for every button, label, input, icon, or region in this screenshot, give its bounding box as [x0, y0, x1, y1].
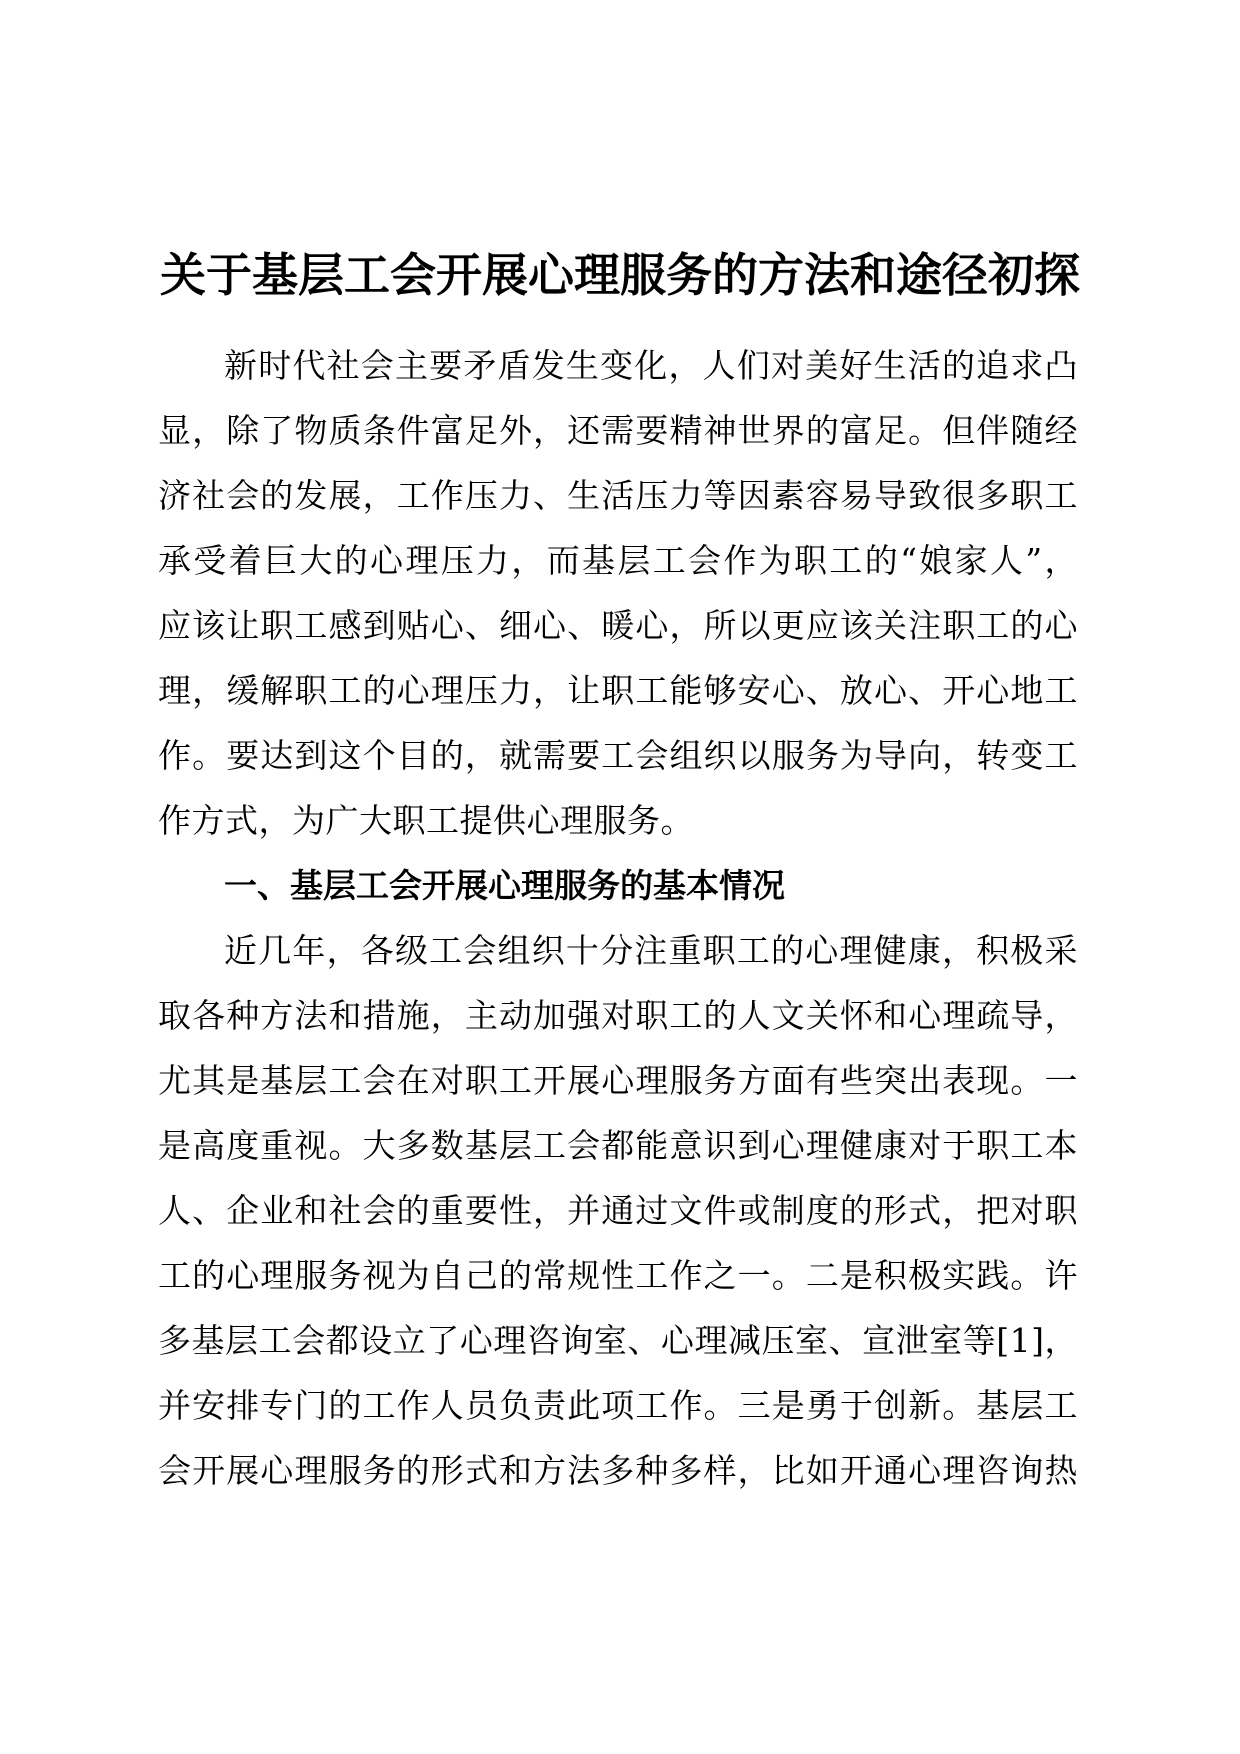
paragraph-line: 应该让职工感到贴心、细心、暖心，所以更应该关注职工的心 — [158, 606, 1078, 645]
paragraph-line: 是高度重视。大多数基层工会都能意识到心理健康对于职工本 — [158, 1126, 1078, 1165]
paragraph-line: 承受着巨大的心理压力，而基层工会作为职工的“娘家人”， — [158, 541, 1078, 580]
paragraph-line: 新时代社会主要矛盾发生变化，人们对美好生活的追求凸 — [224, 346, 1078, 385]
paragraph-line: 近几年，各级工会组织十分注重职工的心理健康，积极采 — [224, 931, 1078, 970]
paragraph-section1 — [158, 918, 1078, 1503]
document-body — [158, 333, 1078, 1503]
document-title: 关于基层工会开展心理服务的方法和途径初探 — [160, 248, 1080, 302]
paragraph-line: 工的心理服务视为自己的常规性工作之一。二是积极实践。许 — [158, 1256, 1078, 1295]
paragraph-line: 济社会的发展，工作压力、生活压力等因素容易导致很多职工 — [158, 476, 1078, 515]
paragraph-line: 取各种方法和措施，主动加强对职工的人文关怀和心理疏导， — [158, 996, 1078, 1035]
paragraph-intro — [158, 333, 1078, 853]
paragraph-line: 显，除了物质条件富足外，还需要精神世界的富足。但伴随经 — [158, 411, 1078, 450]
paragraph-line: 作。要达到这个目的，就需要工会组织以服务为导向，转变工 — [158, 736, 1078, 775]
paragraph-line: 人、企业和社会的重要性，并通过文件或制度的形式，把对职 — [158, 1191, 1078, 1230]
paragraph-line: 并安排专门的工作人员负责此项工作。三是勇于创新。基层工 — [158, 1386, 1078, 1425]
section-heading: 一、基层工会开展心理服务的基本情况 — [224, 866, 785, 905]
paragraph-line: 理，缓解职工的心理压力，让职工能够安心、放心、开心地工 — [158, 671, 1078, 710]
paragraph-line: 会开展心理服务的形式和方法多种多样，比如开通心理咨询热 — [158, 1451, 1078, 1490]
paragraph-line: 作方式，为广大职工提供心理服务。 — [158, 801, 694, 840]
paragraph-line: 多基层工会都设立了心理咨询室、心理减压室、宣泄室等[1]， — [158, 1321, 1078, 1360]
paragraph-line: 尤其是基层工会在对职工开展心理服务方面有些突出表现。一 — [158, 1061, 1078, 1100]
